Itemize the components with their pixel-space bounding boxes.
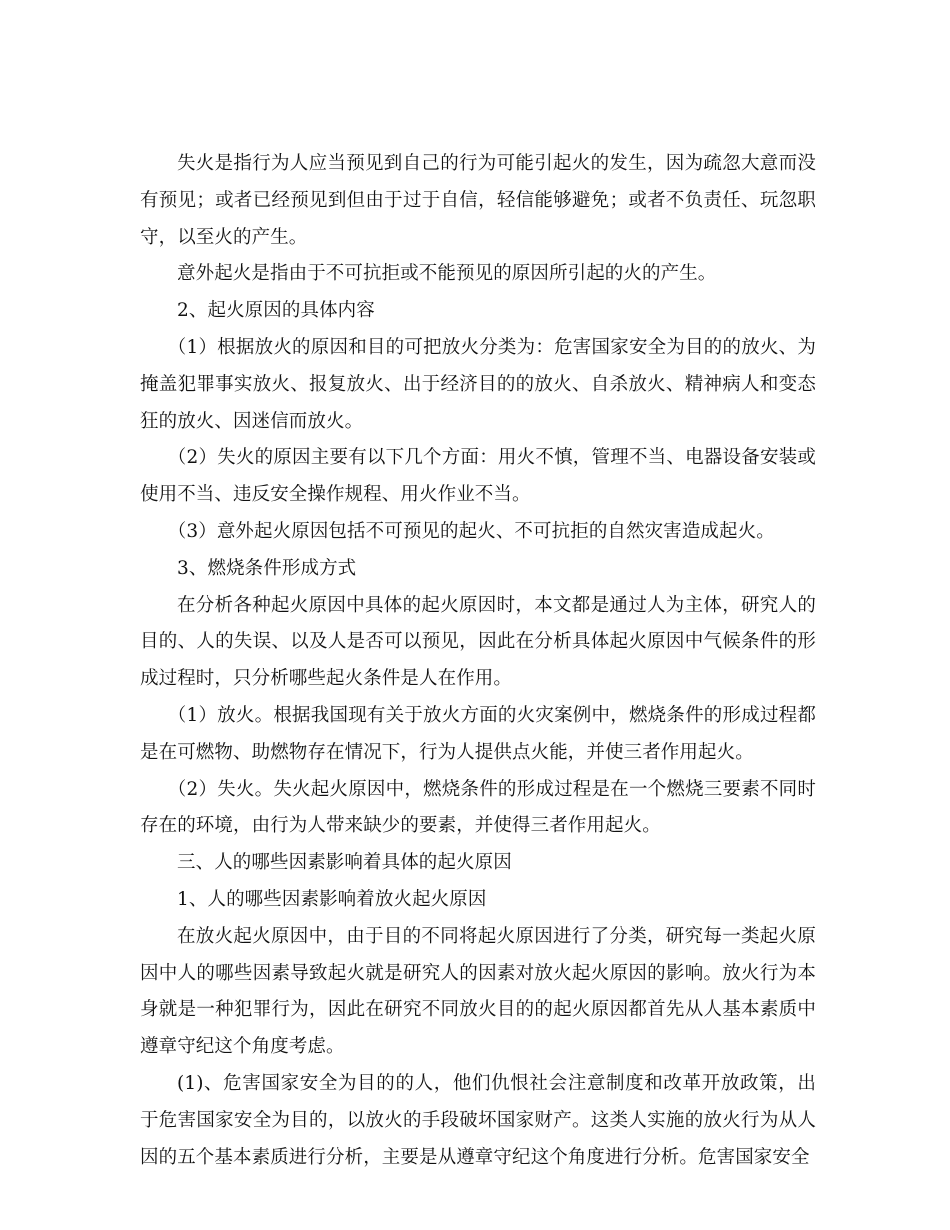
paragraph-arson-classification: （1）根据放火的原因和目的可把放火分类为：危害国家安全为目的的放火、为掩盖犯罪事实放火、报复放火、出于经济目的的放火、自杀放火、精神病人和变态狂的放火、因迷信而放火。 xyxy=(140,336,816,432)
section-heading-combustion-conditions: 3、燃烧条件形成方式 xyxy=(177,557,357,579)
paragraph-negligent-fire-causes: （2）失火的原因主要有以下几个方面：用火不慎，管理不当、电器设备安装或使用不当、违反安全操作规程、用火作业不当。 xyxy=(140,447,816,506)
paragraph-analysis-approach: 在分析各种起火原因中具体的起火原因时，本文都是通过人为主体，研究人的目的、人的失误、以及人是否可以预见，因此在分析具体起火原因中气候条件的形成过程时，只分析哪些起火条件是人在作用。 xyxy=(140,594,816,690)
paragraph-negligent-fire-definition: 失火是指行为人应当预见到自己的行为可能引起火的发生，因为疏忽大意而没有预见；或者已经预见到但由于过于自信，轻信能够避免；或者不负责任、玩忽职守，以至火的产生。 xyxy=(140,153,816,248)
section-heading-arson-human-factors: 1、人的哪些因素影响着放火起火原因 xyxy=(177,888,487,910)
paragraph-arson-conditions: （1）放火。根据我国现有关于放火方面的火灾案例中，燃烧条件的形成过程都是在可燃物、助燃物存在情况下，行为人提供点火能，并使三者作用起火。 xyxy=(140,704,816,763)
paragraph-accidental-fire-definition: 意外起火是指由于不可抗拒或不能预见的原因所引起的火的产生。 xyxy=(177,263,717,285)
paragraph-negligent-fire-conditions: （2）失火。失火起火原因中，燃烧条件的形成过程是在一个燃烧三要素不同时存在的环境，由行为人带来缺少的要素，并使得三者作用起火。 xyxy=(140,778,816,837)
chapter-heading-human-factors: 三、人的哪些因素影响着具体的起火原因 xyxy=(177,852,512,874)
paragraph-accidental-fire-causes: （3）意外起火原因包括不可预见的起火、不可抗拒的自然灾害造成起火。 xyxy=(167,520,775,542)
document-page xyxy=(140,146,816,1176)
paragraph-arson-classification-analysis: 在放火起火原因中，由于目的不同将起火原因进行了分类，研究每一类起火原因中人的哪些因素导致起火就是研究人的因素对放火起火原因的影响。放火行为本身就是一种犯罪行为，因此在研究不同放火目的的起火原因都首先从人基本素质中遵章守纪这个角度考虑。 xyxy=(140,925,816,1058)
paragraph-national-security-arson: (1)、危害国家安全为目的的人，他们仇恨社会注意制度和改革开放政策，出于危害国家安全为目的，以放火的手段破坏国家财产。这类人实施的放火行为从人因的五个基本素质进行分析，主要是从遵章守纪这个角度进行分析。危害国家安全 xyxy=(140,1072,816,1168)
section-heading-fire-cause-content: 2、起火原因的具体内容 xyxy=(177,300,375,322)
